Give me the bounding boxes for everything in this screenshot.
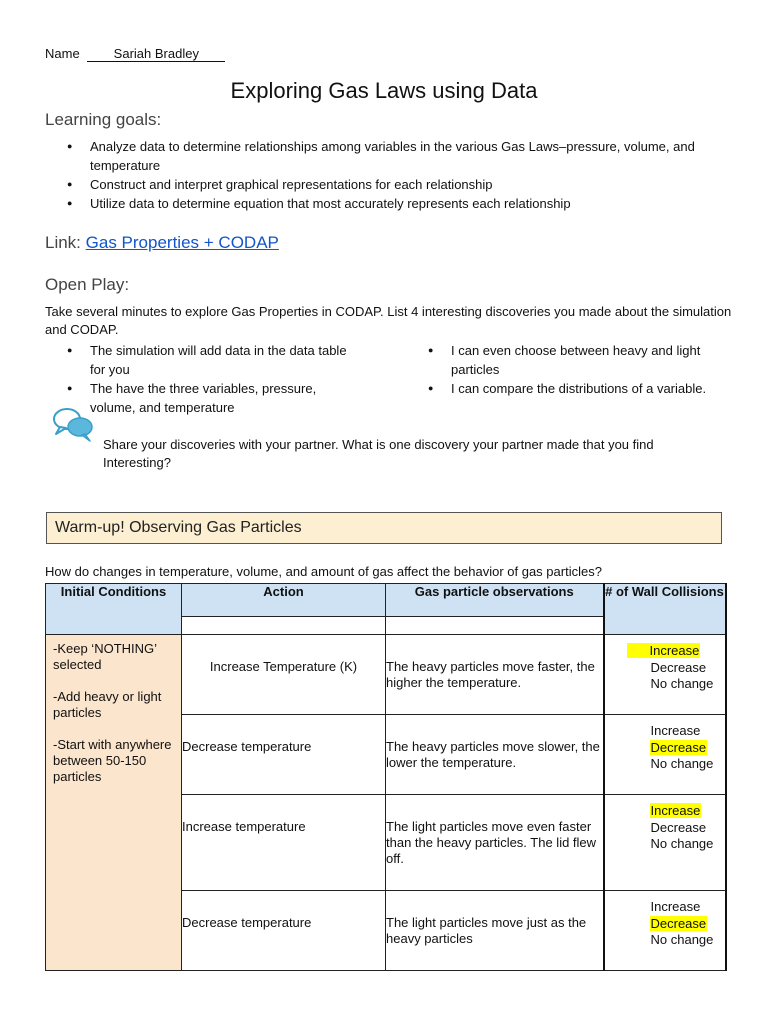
warmup-section-title: Warm-up! Observing Gas Particles (46, 512, 722, 544)
wall-collisions-cell (604, 635, 726, 715)
observation-cell[interactable]: The heavy particles move faster, the higher the temperature. (386, 635, 604, 715)
option-decrease[interactable]: Decrease (650, 659, 707, 675)
action-cell[interactable]: Decrease temperature (182, 715, 386, 795)
open-play-prompt: Take several minutes to explore Gas Properties in CODAP. List 4 interesting discoveries you made about the simulation and CODAP. (45, 304, 732, 337)
action-cell[interactable]: Decrease temperature (182, 891, 386, 971)
learning-goal-item: ● Utilize data to determine equation that most accurately represents each relationship (45, 194, 725, 213)
action-cell[interactable]: Increase temperature (182, 795, 386, 891)
option-no-change[interactable]: No change (650, 932, 714, 947)
option-increase[interactable]: Increase (650, 899, 701, 914)
warmup-question: How do changes in temperature, volume, and amount of gas affect the behavior of gas particles? (45, 564, 602, 579)
discovery-item: ● I can even choose between heavy and light particles (406, 341, 736, 379)
column-header-observations: Gas particle observations (386, 584, 604, 617)
discovery-item: ● The have the three variables, pressure, volume, and temperature (45, 379, 355, 417)
column-header-initial-conditions: Initial Conditions (46, 584, 182, 635)
option-no-change[interactable]: No change (650, 836, 714, 851)
gas-properties-codap-link[interactable]: Gas Properties + CODAP (85, 233, 279, 252)
initial-condition-item: -Add heavy or light particles (53, 689, 162, 720)
option-decrease[interactable]: Decrease (650, 739, 707, 755)
name-line (45, 46, 225, 62)
option-decrease[interactable]: Decrease (650, 819, 707, 835)
learning-goals-heading: Learning goals: (45, 110, 162, 129)
open-play-heading: Open Play: (45, 275, 130, 294)
wall-collisions-cell (604, 891, 726, 971)
page-title: Exploring Gas Laws using Data (230, 78, 538, 103)
learning-goal-item: ● Construct and interpret graphical representations for each relationship (45, 175, 725, 194)
initial-conditions-cell (46, 635, 182, 971)
action-cell[interactable]: Increase Temperature (K) (182, 635, 386, 715)
learning-goal-item: ● Analyze data to determine relationships among variables in the various Gas Laws–pressure, volume, and temperature (45, 137, 725, 175)
discovery-item: ● The simulation will add data in the data table for you (45, 341, 355, 379)
wall-collisions-cell (604, 715, 726, 795)
wall-collisions-cell (604, 795, 726, 891)
table-header-row (46, 584, 726, 617)
table-row (46, 635, 726, 715)
option-no-change[interactable]: No change (650, 756, 714, 771)
observations-table (45, 583, 727, 971)
name-label: Name (45, 46, 80, 61)
initial-condition-item: -Keep ‘NOTHING’ selected (53, 641, 157, 672)
option-no-change[interactable]: No change (650, 676, 714, 691)
column-header-wall-collisions: # of Wall Collisions (604, 584, 726, 635)
link-label: Link: (45, 233, 81, 252)
option-increase[interactable]: Increase (627, 643, 725, 660)
discovery-item: ● I can compare the distributions of a variable. (406, 379, 736, 398)
observation-cell[interactable]: The light particles move even faster than the heavy particles. The lid flew off. (386, 795, 604, 891)
subheader-cell (386, 617, 604, 635)
discoveries-left-list (45, 341, 355, 417)
learning-goals-list (45, 137, 725, 213)
option-increase[interactable]: Increase (650, 723, 701, 738)
discoveries-right-list (406, 341, 736, 398)
chat-bubbles-icon (52, 407, 94, 443)
option-decrease[interactable]: Decrease (650, 915, 707, 931)
option-increase[interactable]: Increase (650, 803, 701, 818)
name-field[interactable]: Sariah Bradley (87, 47, 225, 62)
observation-cell[interactable]: The light particles move just as the heavy particles (386, 891, 604, 971)
subheader-cell (182, 617, 386, 635)
column-header-action: Action (182, 584, 386, 617)
share-prompt: Share your discoveries with your partner. What is one discovery your partner made that you find Interesting? (103, 437, 654, 470)
link-row (45, 233, 279, 253)
observation-cell[interactable]: The heavy particles move slower, the lower the temperature. (386, 715, 604, 795)
initial-condition-item: -Start with anywhere between 50-150 particles (53, 737, 172, 784)
